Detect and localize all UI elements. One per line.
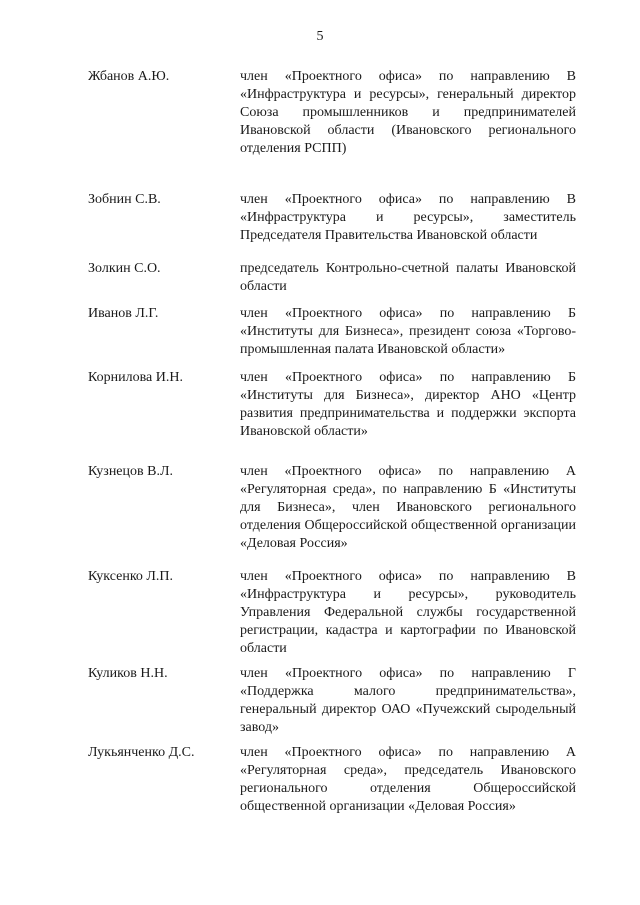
person-name: Корнилова И.Н. xyxy=(88,370,183,385)
person-name: Кузнецов В.Л. xyxy=(88,464,173,479)
list-item xyxy=(88,568,576,658)
person-description: член «Проектного офиса» по направлению В «Инфраструктура и ресурсы», заместитель Председателя Правительства Ивановской области xyxy=(240,192,576,243)
person-name: Куксенко Л.П. xyxy=(88,569,174,584)
person-name: Лукьянченко Д.С. xyxy=(88,745,195,760)
members-list xyxy=(88,68,576,816)
list-item xyxy=(88,369,576,441)
list-item xyxy=(88,744,576,816)
list-item xyxy=(88,463,576,553)
person-name: Жбанов А.Ю. xyxy=(88,69,170,84)
person-name: Зобнин С.В. xyxy=(88,192,161,207)
person-description: председатель Контрольно-счетной палаты Ивановской области xyxy=(240,261,576,294)
list-item xyxy=(88,665,576,737)
list-item xyxy=(88,68,576,158)
person-description: член «Проектного офиса» по направлению Г «Поддержка малого предпринимательства», генеральный директор ОАО «Пучежский сыродельный завод» xyxy=(240,666,576,735)
list-item xyxy=(88,305,576,359)
list-item xyxy=(88,191,576,245)
person-description: член «Проектного офиса» по направлению Б «Институты для Бизнеса», директор АНО «Центр развития предпринимательства и поддержки экспорта Ивановской области» xyxy=(240,370,576,439)
person-name: Иванов Л.Г. xyxy=(88,306,159,321)
person-description: член «Проектного офиса» по направлению А «Регуляторная среда», по направлению Б «Институты для Бизнеса», член Ивановского регионального отделения Общероссийской общественной организации «Деловая Россия» xyxy=(240,464,576,551)
person-name: Куликов Н.Н. xyxy=(88,666,168,681)
person-description: член «Проектного офиса» по направлению Б «Институты для Бизнеса», президент союза «Торгово-промышленная палата Ивановской области» xyxy=(240,306,576,357)
person-description: член «Проектного офиса» по направлению В «Инфраструктура и ресурсы», руководитель Управления Федеральной службы государственной регистрации, кадастра и картографии по Ивановской области xyxy=(240,569,576,656)
person-description: член «Проектного офиса» по направлению В «Инфраструктура и ресурсы», генеральный директор Союза промышленников и предпринимателей Ивановской области (Ивановского регионального отделения РСПП) xyxy=(240,69,576,156)
person-description: член «Проектного офиса» по направлению А «Регуляторная среда», председатель Ивановского регионального отделения Общероссийской общественной организации «Деловая Россия» xyxy=(240,745,576,814)
page-number: 5 xyxy=(316,29,324,44)
person-name: Золкин С.О. xyxy=(88,261,161,276)
list-item xyxy=(88,260,576,296)
